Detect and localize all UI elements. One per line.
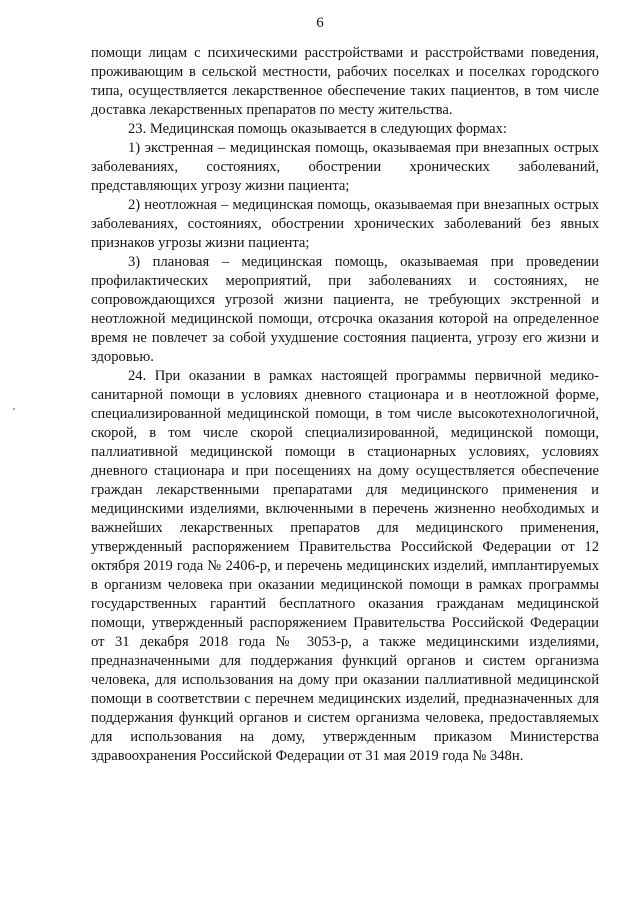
paragraph-item-23: 23. Медицинская помощь оказывается в следующих формах:: [128, 121, 507, 137]
paragraph-item-23-3: 3) плановая – медицинская помощь, оказываемая при проведении профилактических мероприятий, при заболеваниях и состояниях, не сопровождающихся угрозой жизни пациента, не требующих экстренной и неотложной медицинской помощи, отсрочка оказания которой на определенное время не повлечет за собой ухудшение состояния пациента, угрозу его жизни и здоровью.: [91, 254, 599, 365]
scan-margin-mark: [13, 408, 15, 410]
paragraph-item-23-1: 1) экстренная – медицинская помощь, оказываемая при внезапных острых заболеваниях, состояниях, обострении хронических заболеваний, представляющих угрозу жизни пациента;: [91, 140, 599, 194]
document-body: [91, 44, 599, 766]
paragraph-item-24: 24. При оказании в рамках настоящей программы первичной медико-санитарной помощи в условиях дневного стационара и в неотложной форме, специализированной медицинской помощи, в том числе высокотехнологичной, скорой, в том числе скорой специализированной, медицинской помощи, паллиативной медицинской помощи в стационарных условиях, условиях дневного стационара и при посещениях на дому осуществляется обеспечение граждан лекарственными препаратами для медицинского применения и медицинскими изделиями, включенными в перечень жизненно необходимых и важнейших лекарственных препаратов для медицинского применения, утвержденный распоряжением Правительства Российской Федерации от 12 октября 2019 года № 2406-р, и перечень медицинских изделий, имплантируемых в организм человека при оказании медицинской помощи в рамках программы государственных гарантий бесплатного оказания гражданам медицинской помощи, утвержденный распоряжением Правительства Российской Федерации от 31 декабря 2018 года № 3053-р, а также медицинскими изделиями, предназначенными для поддержания функций органов и систем организма человека, для использования на дому при оказании паллиативной медицинской помощи в соответствии с перечнем медицинских изделий, предназначенных для поддержания функций органов и систем организма человека, предоставляемых для использования на дому, утвержденным приказом Министерства здравоохранения Российской Федерации от 31 мая 2019 года № 348н.: [91, 368, 599, 764]
paragraph-item-23-2: 2) неотложная – медицинская помощь, оказываемая при внезапных острых заболеваниях, состояниях, обострении хронических заболеваний без явных признаков угрозы жизни пациента;: [91, 197, 599, 251]
paragraph-continuation: помощи лицам с психическими расстройствами и расстройствами поведения, проживающим в сельской местности, рабочих поселках и поселках городского типа, осуществляется лекарственное обеспечение таких пациентов, в том числе доставка лекарственных препаратов по месту жительства.: [91, 45, 599, 118]
page-number: 6: [316, 15, 324, 31]
